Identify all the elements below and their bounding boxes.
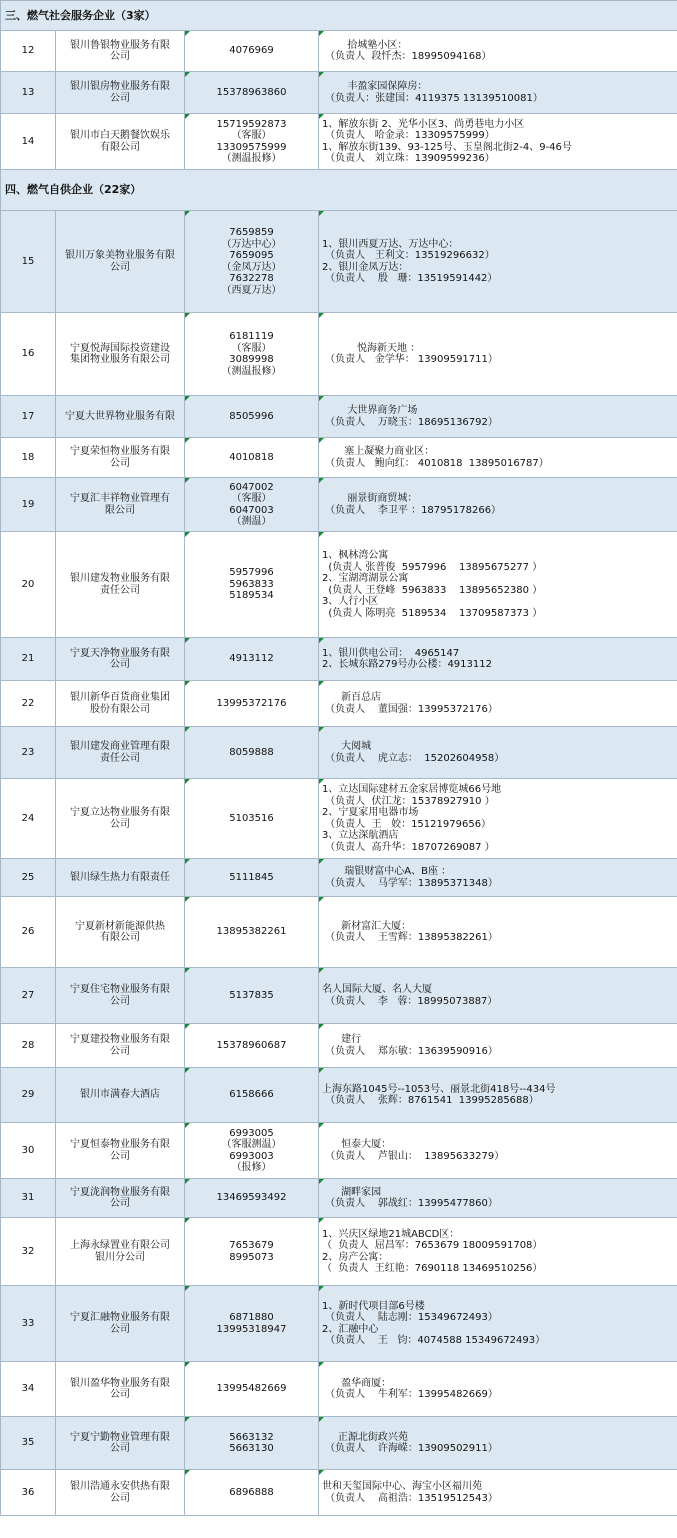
phone-line: 5957996 bbox=[229, 567, 274, 579]
company-name-line: 公司 bbox=[110, 1389, 130, 1400]
row-number: 29 bbox=[1, 1068, 56, 1123]
contact-cell bbox=[319, 532, 677, 638]
row-number: 33 bbox=[1, 1286, 56, 1362]
company-name-line: 责任公司 bbox=[100, 752, 140, 764]
section-title: 三、燃气社会服务企业（3家） bbox=[1, 1, 677, 31]
contact-line: （负责人 李 蓉：18995073887） bbox=[322, 995, 498, 1007]
phone-line: 4913112 bbox=[229, 653, 274, 665]
contact-cell bbox=[319, 897, 677, 968]
contact-line: 1、枫林湾公寓 bbox=[322, 550, 389, 561]
section-header-row bbox=[1, 1, 677, 31]
phone-line: （客服） bbox=[231, 493, 272, 504]
company-name-line: 银川盈华物业服务有限 bbox=[70, 1377, 170, 1389]
contact-line: （负责人 牛利军：13995482669） bbox=[322, 1389, 498, 1400]
table-row bbox=[1, 1362, 677, 1417]
phone-cell bbox=[185, 211, 319, 313]
contact-cell bbox=[319, 211, 677, 313]
contact-line: 新百总店 bbox=[322, 692, 382, 703]
phone-line: 13469593492 bbox=[216, 1192, 287, 1204]
phone-cell bbox=[185, 396, 319, 438]
phone-line: （金凤万达） bbox=[221, 261, 282, 273]
phone-line: （报修） bbox=[231, 1162, 272, 1173]
table-row bbox=[1, 1068, 677, 1123]
contact-cell bbox=[319, 1218, 677, 1286]
contact-line: （负责人 王利文：13519296632） bbox=[322, 250, 495, 261]
company-cell bbox=[56, 313, 185, 396]
contact-cell bbox=[319, 313, 677, 396]
company-cell bbox=[56, 478, 185, 532]
phone-cell bbox=[185, 532, 319, 638]
contact-line: 1、解放东街 2、光华小区3、尚勇巷电力小区 bbox=[322, 118, 525, 130]
company-cell bbox=[56, 727, 185, 779]
phone-line: 4010818 bbox=[229, 451, 274, 463]
phone-cell bbox=[185, 1286, 319, 1362]
phone-line: 13995482669 bbox=[216, 1383, 287, 1395]
phone-cell bbox=[185, 968, 319, 1024]
phone-line: 4076969 bbox=[229, 45, 274, 57]
contact-line: 2、宁夏家用电器市场 bbox=[322, 807, 419, 818]
contact-line: （负责人：张建国：4119375 13139510081） bbox=[322, 92, 543, 104]
phone-line: 13995318947 bbox=[216, 1323, 287, 1335]
contact-line: （负责人 郑东敏：13639590916） bbox=[322, 1045, 498, 1057]
company-name-line: 公司 bbox=[110, 659, 130, 670]
company-cell bbox=[56, 681, 185, 727]
contact-line: 新材富汇大厦： bbox=[322, 920, 412, 932]
contact-line: 丽景街商贸城： bbox=[322, 493, 418, 504]
contact-line: （负责人 许海嵘：13909502911） bbox=[322, 1443, 498, 1454]
company-cell bbox=[56, 1068, 185, 1123]
phone-line: 6896888 bbox=[229, 1486, 274, 1498]
row-number: 19 bbox=[1, 478, 56, 532]
phone-line: 8505996 bbox=[229, 410, 274, 422]
row-number: 16 bbox=[1, 313, 56, 396]
company-cell bbox=[56, 897, 185, 968]
phone-line: 5137835 bbox=[229, 989, 274, 1001]
contact-line: （负责人 芦银山： 13895633279） bbox=[322, 1150, 505, 1162]
contact-line: （负责人 王 姣：15121979656） bbox=[322, 818, 492, 830]
contact-line: 悦海新天地 ： bbox=[322, 342, 421, 354]
company-name-line: 银川建发物业服务有限 bbox=[70, 573, 170, 584]
contact-line: 1、新时代项目部6号楼 bbox=[322, 1300, 425, 1312]
row-number: 18 bbox=[1, 438, 56, 478]
row-number: 20 bbox=[1, 532, 56, 638]
contact-line: 2、房产公寓： bbox=[322, 1251, 389, 1263]
contact-cell bbox=[319, 31, 677, 72]
phone-cell bbox=[185, 859, 319, 897]
row-number: 13 bbox=[1, 72, 56, 114]
contact-line: （负责人 鲍向红： 4010818 13895016787） bbox=[322, 457, 549, 469]
row-number: 14 bbox=[1, 114, 56, 170]
company-name-line: 公司 bbox=[110, 51, 130, 62]
row-number: 31 bbox=[1, 1179, 56, 1218]
contact-line: 正源北街政兴苑 bbox=[322, 1431, 408, 1443]
table-row bbox=[1, 313, 677, 396]
row-number: 17 bbox=[1, 396, 56, 438]
table-row bbox=[1, 532, 677, 638]
phone-line: 3089998 bbox=[229, 354, 274, 365]
company-cell bbox=[56, 779, 185, 859]
company-name-line: 银川分公司 bbox=[95, 1251, 145, 1263]
phone-cell bbox=[185, 478, 319, 532]
table-row bbox=[1, 638, 677, 681]
phone-line: 7659095 bbox=[229, 250, 274, 261]
phone-line: 7653679 bbox=[229, 1240, 274, 1251]
company-name-line: 宁夏立达物业服务有限 bbox=[70, 807, 170, 818]
phone-cell bbox=[185, 114, 319, 170]
phone-line: 6871880 bbox=[229, 1312, 274, 1323]
phone-cell bbox=[185, 727, 319, 779]
table-row bbox=[1, 478, 677, 532]
table-row bbox=[1, 1179, 677, 1218]
phone-line: 15719592873 bbox=[216, 118, 287, 130]
company-name-line: 银川市满春大酒店 bbox=[80, 1089, 160, 1101]
row-number: 26 bbox=[1, 897, 56, 968]
company-cell bbox=[56, 1286, 185, 1362]
company-cell bbox=[56, 1024, 185, 1068]
phone-line: 13895382261 bbox=[216, 926, 287, 938]
row-number: 28 bbox=[1, 1024, 56, 1068]
phone-line: 6158666 bbox=[229, 1089, 274, 1101]
contact-cell bbox=[319, 968, 677, 1024]
phone-line: 6993005 bbox=[229, 1127, 274, 1139]
phone-line: 6047003 bbox=[229, 504, 274, 516]
company-name-line: 宁夏恒泰物业服务有限 bbox=[70, 1139, 170, 1150]
phone-cell bbox=[185, 1123, 319, 1179]
company-name-line: 有限公司 bbox=[100, 141, 140, 153]
phone-cell bbox=[185, 638, 319, 681]
contact-cell bbox=[319, 638, 677, 681]
phone-cell bbox=[185, 1024, 319, 1068]
contact-line: （ 负责人 王红艳：7690118 13469510256） bbox=[322, 1263, 543, 1274]
contact-line: 恒泰大厦： bbox=[322, 1139, 392, 1150]
phone-line: 13995372176 bbox=[216, 697, 287, 709]
phone-line: （客服测温） bbox=[221, 1139, 282, 1150]
company-name-line: 银川建发商业管理有限 bbox=[70, 741, 170, 752]
company-cell bbox=[56, 1218, 185, 1286]
phone-line: 5189534 bbox=[229, 590, 274, 602]
company-name-line: 银川新华百货商业集团 bbox=[70, 692, 170, 703]
company-name-line: 宁夏汇融物业服务有限 bbox=[70, 1312, 170, 1323]
contact-cell bbox=[319, 727, 677, 779]
phone-cell bbox=[185, 1362, 319, 1417]
contact-line: (负责人 陈明亮 5189534 13709587373 ） bbox=[322, 607, 543, 619]
company-cell bbox=[56, 859, 185, 897]
table-row bbox=[1, 681, 677, 727]
contact-cell bbox=[319, 72, 677, 114]
company-name-line: 宁夏宁勤物业管理有限 bbox=[70, 1431, 170, 1443]
contact-line: （负责人 董国强：13995372176） bbox=[322, 703, 498, 715]
row-number: 32 bbox=[1, 1218, 56, 1286]
contact-line: (负责人 王登峰 5963833 13895652380 ） bbox=[322, 584, 543, 596]
phone-line: 5963833 bbox=[229, 578, 274, 590]
table-row bbox=[1, 211, 677, 313]
contact-line: （负责人 殷 珊：13519591442） bbox=[322, 273, 498, 284]
table-row bbox=[1, 968, 677, 1024]
company-cell bbox=[56, 968, 185, 1024]
contact-line: （负责人 李卫平 ：18795178266） bbox=[322, 504, 502, 516]
company-name-line: 宁夏住宅物业服务有限 bbox=[70, 984, 170, 995]
row-number: 15 bbox=[1, 211, 56, 313]
phone-cell bbox=[185, 1179, 319, 1218]
company-name-line: 公司 bbox=[110, 995, 130, 1007]
contact-line: 2、宝湖湾湖景公寓 bbox=[322, 573, 409, 584]
contact-line: 3、人行小区 bbox=[322, 596, 379, 607]
phone-cell bbox=[185, 1417, 319, 1470]
contact-cell bbox=[319, 1123, 677, 1179]
company-name-line: 公司 bbox=[110, 1150, 130, 1162]
company-name-line: 银川绿生热力有限责任 bbox=[70, 871, 170, 883]
company-name-line: 集团物业服务有限公司 bbox=[70, 354, 170, 365]
contact-line: 拾城塾小区： bbox=[322, 39, 408, 51]
phone-line: （客服） bbox=[231, 342, 272, 354]
contact-cell bbox=[319, 1024, 677, 1068]
contact-line: 1、兴庆区绿地21城ABCD区： bbox=[322, 1228, 460, 1240]
contact-line: 3、立达深航酒店 bbox=[322, 830, 399, 841]
table-row bbox=[1, 31, 677, 72]
table-row bbox=[1, 1123, 677, 1179]
phone-line: （测温报修） bbox=[221, 365, 282, 377]
company-name-line: 宁夏大世界物业服务有限 bbox=[65, 410, 175, 422]
phone-cell bbox=[185, 31, 319, 72]
company-name-line: 银川鲁银物业服务有限 bbox=[70, 39, 170, 51]
contact-line: 大阅城 bbox=[322, 741, 372, 752]
table-body bbox=[1, 1, 677, 1516]
contact-line: （负责人 马学军：13895371348） bbox=[322, 877, 498, 889]
company-name-line: 宁夏荣恒物业服务有限 bbox=[70, 446, 170, 457]
table-row bbox=[1, 396, 677, 438]
contact-line: （负责人 伏江龙：15378927910 ） bbox=[322, 795, 495, 807]
table-row bbox=[1, 1218, 677, 1286]
contact-line: （负责人 王雪辉：13895382261） bbox=[322, 932, 498, 943]
phone-line: 15378963860 bbox=[216, 86, 287, 98]
company-name-line: 银川银房物业服务有限 bbox=[70, 81, 170, 92]
company-cell bbox=[56, 72, 185, 114]
phone-cell bbox=[185, 897, 319, 968]
company-cell bbox=[56, 638, 185, 681]
row-number: 34 bbox=[1, 1362, 56, 1417]
phone-line: 13309575999 bbox=[216, 141, 287, 153]
contact-line: （负责人 陆志刚：15349672493） bbox=[322, 1312, 498, 1323]
contact-line: 2、长城东路279号办公楼：4913112 bbox=[322, 659, 492, 670]
contact-line: 名人国际大厦、名人大厦 bbox=[322, 984, 432, 995]
company-name-line: 公司 bbox=[110, 1045, 130, 1057]
contact-line: 盈华商厦： bbox=[322, 1377, 392, 1389]
phone-line: （西夏万达） bbox=[221, 284, 282, 296]
table-row bbox=[1, 727, 677, 779]
row-number: 36 bbox=[1, 1470, 56, 1516]
contact-cell bbox=[319, 1417, 677, 1470]
company-cell bbox=[56, 1123, 185, 1179]
contact-line: （负责人 张辉：8761541 13995285688） bbox=[322, 1095, 539, 1106]
contact-line: （负责人 金学华： 13909591711） bbox=[322, 354, 498, 365]
contact-line: 塞上凝聚力商业区： bbox=[322, 446, 435, 457]
phone-line: 7659859 bbox=[229, 227, 274, 238]
phone-line: 6993003 bbox=[229, 1150, 274, 1162]
contact-line: （负责人 高升华：18707269087 ） bbox=[322, 841, 495, 853]
contact-line: (负责人 张普俊 5957996 13895675277 ） bbox=[322, 561, 543, 573]
company-name-line: 公司 bbox=[110, 261, 130, 273]
company-name-line: 宁夏泷润物业服务有限 bbox=[70, 1186, 170, 1198]
company-name-line: 公司 bbox=[110, 1198, 130, 1209]
contact-cell bbox=[319, 859, 677, 897]
contact-cell bbox=[319, 1179, 677, 1218]
contact-line: （负责人 高祖浩：13519512543） bbox=[322, 1492, 498, 1504]
company-cell bbox=[56, 1362, 185, 1417]
table-row bbox=[1, 1470, 677, 1516]
contact-cell bbox=[319, 114, 677, 170]
company-name-line: 责任公司 bbox=[100, 584, 140, 596]
contact-cell bbox=[319, 779, 677, 859]
contact-line: 大世界商务广场 bbox=[322, 405, 418, 416]
company-cell bbox=[56, 532, 185, 638]
row-number: 27 bbox=[1, 968, 56, 1024]
contact-cell bbox=[319, 681, 677, 727]
contact-line: 世和天玺国际中心、海宝小区福川苑 bbox=[322, 1481, 482, 1492]
phone-cell bbox=[185, 72, 319, 114]
contact-line: 建行 bbox=[322, 1034, 362, 1045]
contact-cell bbox=[319, 1470, 677, 1516]
row-number: 35 bbox=[1, 1417, 56, 1470]
phone-cell bbox=[185, 313, 319, 396]
company-name-line: 上海永绿置业有限公司 bbox=[70, 1240, 170, 1251]
company-cell bbox=[56, 114, 185, 170]
contact-line: （负责人 刘立珠：13909599236） bbox=[322, 153, 495, 164]
company-name-line: 银川浩通永安供热有限 bbox=[70, 1481, 170, 1492]
contact-cell bbox=[319, 1068, 677, 1123]
company-cell bbox=[56, 1179, 185, 1218]
phone-line: 6181119 bbox=[229, 331, 274, 342]
row-number: 12 bbox=[1, 31, 56, 72]
contact-line: 2、银川金凤万达： bbox=[322, 261, 409, 273]
company-name-line: 宁夏汇丰祥物业管理有 bbox=[70, 493, 170, 504]
contact-line: 1、银川西夏万达、万达中心： bbox=[322, 238, 459, 250]
contact-line: （负责人 哈金录：13309575999） bbox=[322, 130, 495, 141]
company-cell bbox=[56, 396, 185, 438]
phone-line: （万达中心） bbox=[221, 238, 282, 250]
phone-line: （测温） bbox=[231, 516, 272, 527]
contact-line: 1、解放东街139、93-125号、玉皇阁北街2-4、9-46号 bbox=[322, 141, 572, 153]
table-row bbox=[1, 1286, 677, 1362]
phone-line: 8059888 bbox=[229, 746, 274, 758]
table-row bbox=[1, 897, 677, 968]
company-name-line: 公司 bbox=[110, 1443, 130, 1454]
company-name-line: 宁夏天净物业服务有限 bbox=[70, 647, 170, 659]
company-name-line: 宁夏建投物业服务有限 bbox=[70, 1034, 170, 1045]
table-row bbox=[1, 1024, 677, 1068]
company-name-line: 限公司 bbox=[105, 504, 135, 516]
contact-line: 上海东路1045号--1053号、丽景北街418号--434号 bbox=[322, 1083, 556, 1095]
phone-cell bbox=[185, 438, 319, 478]
contact-line: 1、立达国际建材五金家居博览城66号地 bbox=[322, 784, 502, 795]
phone-line: 6047002 bbox=[229, 481, 274, 493]
table-row bbox=[1, 438, 677, 478]
contact-line: （负责人 万晓玉：18695136792） bbox=[322, 416, 498, 428]
contact-line: 瑞银财富中心A、B座 ： bbox=[322, 866, 452, 877]
contact-cell bbox=[319, 478, 677, 532]
phone-line: （测温报修） bbox=[221, 153, 282, 164]
company-name-line: 宁夏新材新能源供热 bbox=[75, 920, 165, 932]
company-name-line: 银川万象美物业服务有限 bbox=[65, 250, 175, 261]
section-title: 四、燃气自供企业（22家） bbox=[1, 170, 677, 211]
section-header-row bbox=[1, 170, 677, 211]
row-number: 24 bbox=[1, 779, 56, 859]
contact-line: 2、汇融中心 bbox=[322, 1323, 379, 1335]
contact-line: （ 负责人 屈昌军：7653679 18009591708） bbox=[322, 1240, 543, 1251]
row-number: 21 bbox=[1, 638, 56, 681]
phone-line: （客服） bbox=[231, 130, 272, 141]
phone-line: 5103516 bbox=[229, 812, 274, 824]
company-name-line: 公司 bbox=[110, 92, 130, 104]
row-number: 30 bbox=[1, 1123, 56, 1179]
company-name-line: 宁夏悦海国际投资建设 bbox=[70, 342, 170, 354]
row-number: 22 bbox=[1, 681, 56, 727]
contact-line: 湖畔家园 bbox=[322, 1186, 382, 1198]
company-name-line: 公司 bbox=[110, 1323, 130, 1335]
company-cell bbox=[56, 1470, 185, 1516]
company-cell bbox=[56, 31, 185, 72]
contact-line: 1、银川供电公司： 4965147 bbox=[322, 647, 460, 659]
contact-line: （负责人 郭战红：13995477860） bbox=[322, 1198, 498, 1209]
contact-cell bbox=[319, 438, 677, 478]
phone-line: 15378960687 bbox=[216, 1039, 287, 1051]
company-cell bbox=[56, 211, 185, 313]
phone-line: 5111845 bbox=[229, 871, 274, 883]
phone-cell bbox=[185, 779, 319, 859]
company-name-line: 有限公司 bbox=[100, 932, 140, 943]
contact-cell bbox=[319, 1286, 677, 1362]
table-row bbox=[1, 779, 677, 859]
table-row bbox=[1, 1417, 677, 1470]
company-cell bbox=[56, 438, 185, 478]
phone-line: 5663132 bbox=[229, 1431, 274, 1443]
table-row bbox=[1, 859, 677, 897]
company-name-line: 公司 bbox=[110, 818, 130, 830]
phone-cell bbox=[185, 1068, 319, 1123]
phone-line: 5663130 bbox=[229, 1443, 274, 1454]
phone-cell bbox=[185, 1470, 319, 1516]
company-cell bbox=[56, 1417, 185, 1470]
phone-line: 8995073 bbox=[229, 1251, 274, 1263]
contact-line: （负责人 段忏杰：18995094168） bbox=[322, 51, 492, 62]
company-name-line: 公司 bbox=[110, 1492, 130, 1504]
contact-line: （负责人 王 钧：4074588 15349672493） bbox=[322, 1335, 546, 1346]
row-number: 25 bbox=[1, 859, 56, 897]
phone-cell bbox=[185, 681, 319, 727]
company-name-line: 股份有限公司 bbox=[90, 703, 150, 715]
phone-cell bbox=[185, 1218, 319, 1286]
contact-line: （负责人 虎立志： 15202604958） bbox=[322, 752, 505, 764]
table-row bbox=[1, 72, 677, 114]
company-name-line: 银川市白天鹅餐饮娱乐 bbox=[70, 130, 170, 141]
row-number: 23 bbox=[1, 727, 56, 779]
company-name-line: 公司 bbox=[110, 457, 130, 469]
contact-cell bbox=[319, 1362, 677, 1417]
contact-cell bbox=[319, 396, 677, 438]
phone-line: 7632278 bbox=[229, 273, 274, 284]
table-row bbox=[1, 114, 677, 170]
contact-line: 丰盈家园保障房： bbox=[322, 81, 428, 92]
